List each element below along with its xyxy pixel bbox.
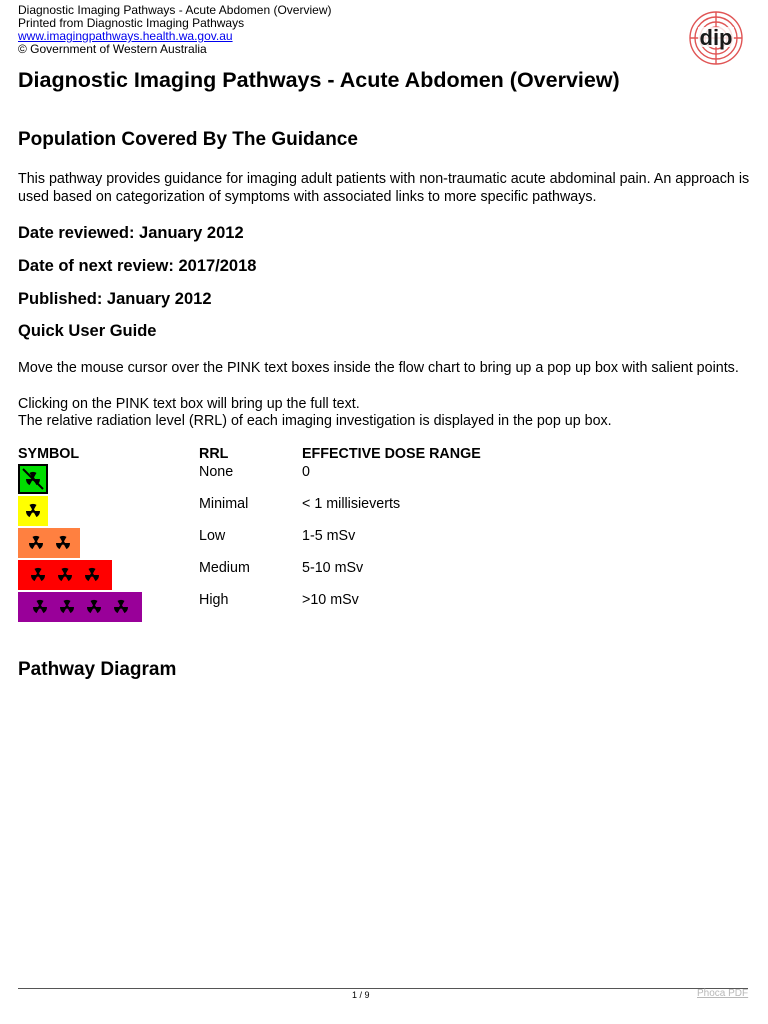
rrl-level: Minimal bbox=[199, 496, 249, 512]
radiation-icon bbox=[55, 595, 79, 619]
dose-range: 5-10 mSv bbox=[302, 560, 364, 576]
rrl-symbol-none bbox=[18, 464, 48, 494]
pathway-heading: Pathway Diagram bbox=[18, 659, 177, 680]
print-header bbox=[18, 4, 331, 56]
rrl-level: Low bbox=[199, 528, 226, 544]
guide-line-1: Move the mouse cursor over the PINK text boxes inside the flow chart to bring up a pop up box with salient points. bbox=[18, 360, 739, 376]
radiation-icon bbox=[51, 531, 75, 555]
phoca-pdf-link[interactable]: Phoca PDF bbox=[697, 988, 749, 999]
population-text: This pathway provides guidance for imaging adult patients with non-traumatic acute abdominal pain. An approach is used based on categorization of symptoms with associated links to more specific pathways. bbox=[18, 171, 750, 205]
guide-line-2: Clicking on the PINK text box will bring up the full text. bbox=[18, 396, 360, 412]
rrl-level: None bbox=[199, 464, 234, 480]
radiation-icon bbox=[24, 531, 48, 555]
table-header-rrl: RRL bbox=[199, 446, 229, 462]
rrl-symbol-minimal bbox=[18, 496, 48, 526]
radiation-icon bbox=[53, 563, 77, 587]
footer-divider bbox=[18, 988, 748, 989]
guide-heading: Quick User Guide bbox=[18, 322, 157, 340]
page-number: 1 / 9 bbox=[352, 990, 370, 1000]
table-header-symbol: SYMBOL bbox=[18, 446, 80, 462]
radiation-icon bbox=[80, 563, 104, 587]
table-header-dose: EFFECTIVE DOSE RANGE bbox=[302, 446, 481, 462]
dose-range: 1-5 mSv bbox=[302, 528, 356, 544]
rrl-level: Medium bbox=[199, 560, 250, 576]
radiation-icon bbox=[21, 499, 45, 523]
date-published: Published: January 2012 bbox=[18, 290, 212, 308]
radiation-icon bbox=[109, 595, 133, 619]
population-heading: Population Covered By The Guidance bbox=[18, 129, 358, 150]
header-title: Diagnostic Imaging Pathways - Acute Abdomen (Overview) bbox=[18, 3, 332, 17]
date-next-review: Date of next review: 2017/2018 bbox=[18, 257, 257, 275]
date-reviewed: Date reviewed: January 2012 bbox=[18, 224, 244, 242]
dip-logo bbox=[684, 10, 748, 66]
rrl-symbol-high bbox=[18, 592, 142, 622]
dose-range: >10 mSv bbox=[302, 592, 359, 608]
radiation-icon bbox=[26, 563, 50, 587]
dose-range: < 1 millisieverts bbox=[302, 496, 401, 512]
header-printed-from: Printed from Diagnostic Imaging Pathways bbox=[18, 16, 245, 30]
header-site-link[interactable]: www.imagingpathways.health.wa.gov.au bbox=[18, 29, 233, 43]
radiation-icon bbox=[28, 595, 52, 619]
guide-line-3: The relative radiation level (RRL) of each imaging investigation is displayed in the pop up box. bbox=[18, 413, 612, 429]
rrl-symbol-low bbox=[18, 528, 80, 558]
page-title: Diagnostic Imaging Pathways - Acute Abdomen (Overview) bbox=[18, 68, 620, 92]
header-copyright: © Government of Western Australia bbox=[18, 42, 207, 56]
rrl-level: High bbox=[199, 592, 229, 608]
rrl-symbol-medium bbox=[18, 560, 112, 590]
dose-range: 0 bbox=[302, 464, 310, 480]
logo-text: dip bbox=[699, 25, 733, 50]
radiation-icon bbox=[21, 467, 45, 491]
radiation-icon bbox=[82, 595, 106, 619]
